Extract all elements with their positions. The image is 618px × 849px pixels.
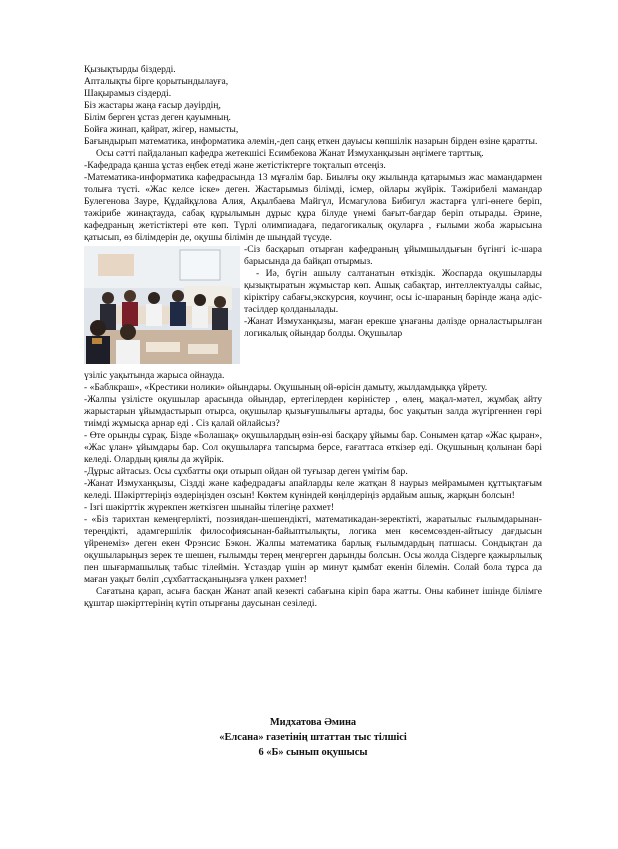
author-class: 6 «Б» сынып оқушысы <box>258 747 368 758</box>
answer: - «Баблкраш», «Крестики нолики» ойындары. Оқушының ой-өрісін дамыту, жылдамдыққа үйрету. <box>84 382 488 393</box>
article <box>84 64 542 610</box>
question: -Жалпы үзілісте оқушылар арасында ойындар, ертегілерден көріністер , өлең, мақал-мәтел, жұмбақ айту жарыстарын ұйымдастырып отырса, оқушылар қызығушылығы артады, бос уақытын залда жүгіргеннен гөрі тиімді жұмысқа арнар еді . Сіз қалай ойлайсыз? <box>84 394 542 429</box>
poem <box>84 64 542 136</box>
answer: -Математика-информатика кафедрасында 13 мұғалім бар. Биылғы оқу жылында қатарымыз жас мамандармен толыға түсті. «Жас келсе іске» деген. Жастарымыз білімді, ісмер, ойлары жүйрік. Тәжірибелі мамандар Булегенова Зауре, Құдайқұлова Алия, Ақылбаева Майгүл, Исмагулова Бибигул жастарға үлгі-өнеге беріп, тәжірибе жинақтауда, сабақ құрылымын дұрыс құра білуде үнемі бағыт-бағдар беріп отырады. Әрине, кафедраның жетістіктері өте көп. Түрлі олимпиадаға, педагогикалық оқуларға , ғылыми жоба жарысына қатысып, өз білімдерін де, оқушы білімін де шыңдай түсуде. <box>84 172 542 243</box>
side-column <box>244 244 542 340</box>
paragraph: үзіліс уақытында жарыса ойнауда. <box>84 370 225 381</box>
answer: - Иә, бүгін ашылу салтанатын өткіздік. Жоспарда оқушыларды қызықтыратын жұмыстар көп. Ашық сабақтар, интеллектуалды сайыс, кіріктіру сабағы,экскурсия, коучинг, осы іс-шараның бәрінде жаңа әдіс-тәсілдер қолданылады. <box>244 268 542 315</box>
question: -Кафедрада қанша ұстаз еңбек етеді және жетістіктерге тоқталып өтсеңіз. <box>84 160 386 171</box>
photo-row <box>84 244 542 370</box>
poem-line: Шақырамыз сіздерді. <box>84 88 172 99</box>
author-name: Мидхатова Әмина <box>269 717 357 728</box>
poem-line: Апталықты бірге қорытындылауға, <box>84 76 229 87</box>
poem-line: Біз жастары жаңа ғасыр дәуірдің, <box>84 100 221 111</box>
question: -Сіз басқарып отырған кафедраның ұйымшылдығын бүгінгі іс-шара барысында да байқап отырмыз. <box>244 244 542 267</box>
paragraph: Бағындырып математика, информатика әлемін,-деп саңқ еткен дауысы көпшілік назарын бірден өзіне қаратты. <box>84 136 538 147</box>
poem-line: Бойға жинап, қайрат, жігер, намысты, <box>84 124 239 135</box>
question: -Дұрыс айтасыз. Осы сұхбатты оқи отырып ойдан ой туғызар деген үмітім бар. <box>84 466 408 477</box>
classroom-photo <box>84 246 240 364</box>
signature <box>84 715 542 760</box>
author-role: «Елсана» газетінің штаттан тыс тілшісі <box>219 732 407 743</box>
answer: - Өте орынды сұрақ. Бізде «Болашақ» оқушылардың өзін-өзі басқару ұйымы бар. Сонымен қатар «Жас қыран», «Жас ұлан» ұйымдары бар. Сол оқушыларға тапсырма берсе, ғағаттаса өткізер еді. Оқушының қолынан бәрі келеді. Олардың қиялы да жүйрік. <box>84 430 542 465</box>
question: -Жанат Измуханқызы, маған ерекше ұнағаны дәлізде орналастырылған логикалық ойындар болды. Оқушылар <box>244 316 542 339</box>
paragraph: Осы сәтті пайдаланып кафедра жетекшісі Есимбекова Жанат Измуханқызын әңгімеге тарттық. <box>96 148 484 159</box>
question: - «Біз тарихтан кемеңгерлікті, поэзиядан-шешендікті, математикадан-зеректікті, жаратылыс ғылымдарынан-тереңдікті, адамгершілік философиясынан-байыптылықты, логика мен көсемсөзден-айтысу дағдысын үйренеміз» деген екен Фрэнсис Бэкон. Жалпы математика барлық ғылымдардың патшасы. Сондықтан да оқушыларыңыз зерек те шешен, ғылымды терең меңгерген дарынды болсын. Осы жолда Сіздерге қажырлылық пен шығармашылық табыс тілеймін. Ұстаздар үшін әр минут қымбат екенін білемін. Солай бола тұрса да маған уақыт бөліп ,сұхбаттасқаныңызға үлкен рахмет! <box>84 514 542 585</box>
question: -Жанат Измуханқызы, Сіздді және кафедрадағы апайларды келе жатқан 8 наурыз мейрамымен құттықтағым келеді. Шәкірттеріңіз өздеріңізден озсын! Көктем күніндей көңілдеріңіз әрдайым ашық, жарқын болсын! <box>84 478 542 501</box>
answer: - Ізгі шәкірттік жүрекпен жеткізген шынайы тілегіңе рахмет! <box>84 502 335 513</box>
poem-line: Қызықтырды біздерді. <box>84 64 176 75</box>
closing-paragraph: Сағатына қарап, асыға басқан Жанат апай кезекті сабағына кіріп бара жатты. Оны кабинет ішінде білімге құштар шәкірттерінің күтіп отырғаны даусынан сезіледі. <box>84 586 542 609</box>
poem-line: Білім берген ұстаз деген қауымның. <box>84 112 231 123</box>
